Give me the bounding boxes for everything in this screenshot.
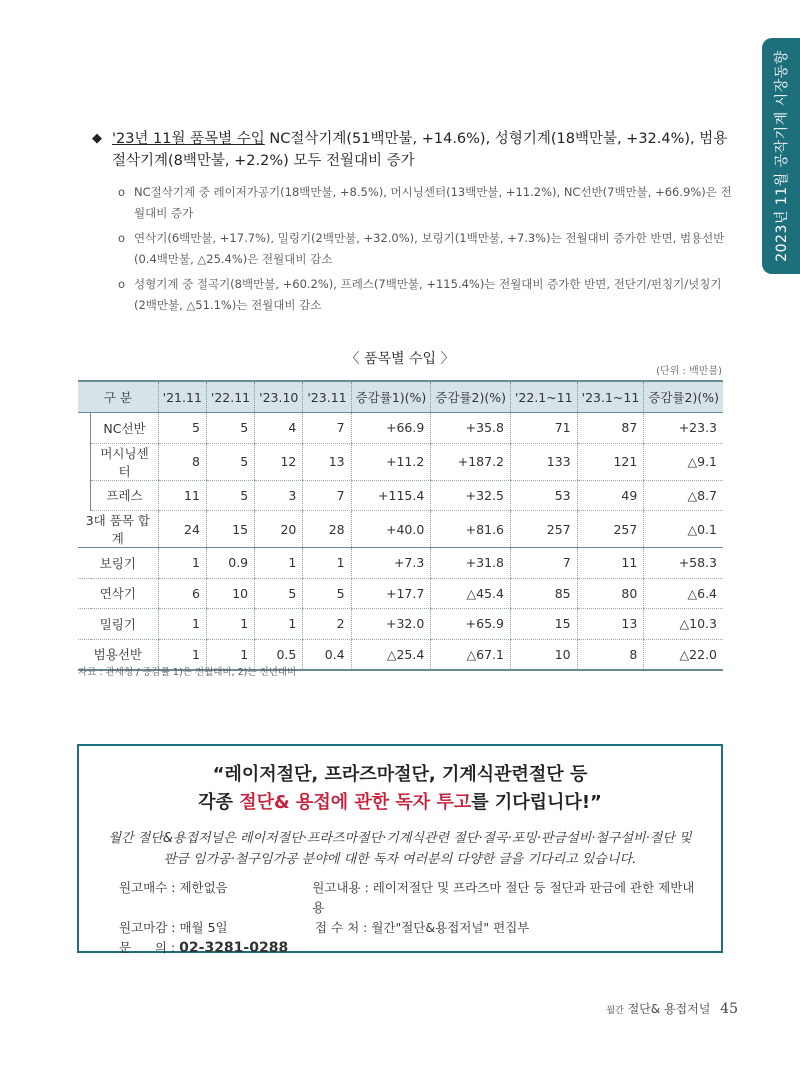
main-bullet (92, 128, 732, 172)
summary-bullets (92, 128, 732, 320)
table-cell: 0.5 (255, 639, 303, 670)
info-row (119, 878, 701, 918)
table-cell: 4 (255, 413, 303, 444)
table-body (78, 413, 723, 671)
table-cell: △45.4 (431, 578, 511, 609)
row-label: 프레스 (91, 480, 158, 511)
import-table (78, 380, 723, 671)
table-row (78, 578, 723, 609)
table-cell: △9.1 (644, 443, 723, 480)
table-cell: 20 (255, 511, 303, 548)
table-cell: 12 (255, 443, 303, 480)
circle-bullet-icon: ο (118, 185, 126, 199)
sub-bullet-text: NC절삭기계 중 레이저가공기(18백만불, +8.5%), 머시닝센터(13백만불, +11.2%), NC선반(7백만불, +66.9%)은 전월대비 증가 (134, 185, 732, 220)
table-cell: 11 (577, 548, 644, 579)
table-cell: 80 (577, 578, 644, 609)
notice-box (77, 744, 723, 956)
table-cell: +65.9 (431, 609, 511, 640)
main-bullet-underlined: '23년 11월 품목별 수입 (112, 131, 265, 147)
table-row (78, 480, 723, 511)
sub-bullet-list (118, 182, 732, 316)
contact-label: 문 의 : (119, 940, 180, 955)
table-cell: 1 (255, 609, 303, 640)
table-cell: +17.7 (351, 578, 431, 609)
info-item: 접 수 처 : 월간"절단&용접저널" 편집부 (315, 920, 530, 935)
table-row (78, 609, 723, 640)
table-cell: 5 (255, 578, 303, 609)
header-col: 증감률2)(%) (644, 381, 723, 413)
table-cell: +23.3 (644, 413, 723, 444)
table-cell: 5 (206, 443, 254, 480)
table-cell: +11.2 (351, 443, 431, 480)
notice-desc-line: 판금 임가공·철구임가공 분야에 대한 독자 여러분의 다양한 글을 기다리고 있습니다. (163, 852, 637, 867)
table-cell: 6 (158, 578, 206, 609)
info-item: 원고내용 : 레이저절단 및 프라즈마 절단 등 절단과 판금에 관한 제반내용 (312, 880, 695, 915)
table-cell: 5 (158, 413, 206, 444)
header-category: 구 분 (78, 381, 158, 413)
header-col: '23.11 (303, 381, 351, 413)
sub-bullet-text: 성형기계 중 절곡기(8백만불, +60.2%), 프레스(7백만불, +115.4%)는 전월대비 증가한 반면, 전단기/펀칭기/넛칭기(2백만불, △51.1%)는 전월대비 감소 (134, 277, 722, 312)
table-cell: 257 (577, 511, 644, 548)
diamond-bullet-icon: ◆ (92, 131, 102, 146)
table-row (78, 548, 723, 579)
table-cell: △25.4 (351, 639, 431, 670)
table-cell: △22.0 (644, 639, 723, 670)
table-cell: 121 (577, 443, 644, 480)
table-cell: 49 (577, 480, 644, 511)
table-row (78, 443, 723, 480)
table-cell: 1 (158, 548, 206, 579)
table-cell: △6.4 (644, 578, 723, 609)
table-cell: +115.4 (351, 480, 431, 511)
header-col: '22.1~11 (510, 381, 577, 413)
notice-title-highlight: 절단& 용접에 관한 독자 투고 (239, 792, 472, 813)
section-side-tab (762, 38, 800, 274)
row-label: 연삭기 (78, 578, 158, 609)
sub-bullet (118, 274, 732, 316)
table-cell: 1 (255, 548, 303, 579)
table-cell: △8.7 (644, 480, 723, 511)
header-col: 증감률1)(%) (351, 381, 431, 413)
row-indent (78, 443, 91, 480)
table-row (78, 511, 723, 548)
table-cell: △10.3 (644, 609, 723, 640)
info-row (119, 918, 701, 938)
table-cell: 71 (510, 413, 577, 444)
contact-phone: 02-3281-0288 (179, 940, 289, 956)
table-cell: 5 (206, 480, 254, 511)
table-cell: +66.9 (351, 413, 431, 444)
table-row (78, 413, 723, 444)
header-col: 증감률2)(%) (431, 381, 511, 413)
row-label: 보링기 (78, 548, 158, 579)
circle-bullet-icon: ο (118, 231, 126, 245)
main-bullet-text (112, 128, 732, 172)
table-header-row (78, 381, 723, 413)
circle-bullet-icon: ο (118, 277, 126, 291)
header-col: '23.1~11 (577, 381, 644, 413)
notice-title-part: 각종 (198, 792, 240, 813)
table-cell: 1 (206, 609, 254, 640)
sub-bullet-text: 연삭기(6백만불, +17.7%), 밀링기(2백만불, +32.0%), 보링기(1백만불, +7.3%)는 전월대비 증가한 반면, 범용선반(0.4백만불, △25.4%)은 전월대비 감소 (134, 231, 725, 266)
table-cell: 257 (510, 511, 577, 548)
table-cell: 1 (158, 609, 206, 640)
table-cell: 7 (303, 480, 351, 511)
table-cell: +31.8 (431, 548, 511, 579)
notice-title-line2 (79, 788, 721, 814)
info-item: 원고마감 : 매월 5일 (119, 920, 228, 935)
table-cell: +32.0 (351, 609, 431, 640)
sub-bullet (118, 182, 732, 224)
table-cell: 8 (577, 639, 644, 670)
table-cell: 53 (510, 480, 577, 511)
table-cell: 0.9 (206, 548, 254, 579)
page-number: 45 (720, 1001, 738, 1017)
info-row (119, 938, 701, 958)
table-cell: 2 (303, 609, 351, 640)
table-cell: +32.5 (431, 480, 511, 511)
main-bullet-rest: NC절삭기계(51백만불, +14.6%), 성형기계(18백만불, +32.4%), 범용절삭기계(8백만불, +2.2%) 모두 전월대비 증가 (112, 131, 728, 169)
row-label: NC선반 (91, 413, 158, 444)
table-cell: +40.0 (351, 511, 431, 548)
table-cell: 8 (158, 443, 206, 480)
table-cell: 5 (303, 578, 351, 609)
table-cell: △67.1 (431, 639, 511, 670)
table-cell: △0.1 (644, 511, 723, 548)
table-title: 〈 품목별 수입 〉 (345, 351, 455, 367)
row-label: 3대 품목 합계 (78, 511, 158, 548)
table-cell: 28 (303, 511, 351, 548)
table-cell: 5 (206, 413, 254, 444)
table-cell: 13 (303, 443, 351, 480)
table-cell: 85 (510, 578, 577, 609)
row-indent (78, 480, 91, 511)
header-col: '23.10 (255, 381, 303, 413)
table-cell: 1 (303, 548, 351, 579)
header-col: '21.11 (158, 381, 206, 413)
table-cell: 3 (255, 480, 303, 511)
page-footer (606, 1000, 738, 1017)
table-cell: +35.8 (431, 413, 511, 444)
notice-description (89, 828, 711, 870)
table-cell: +7.3 (351, 548, 431, 579)
table-cell: 13 (577, 609, 644, 640)
notice-info (119, 878, 701, 958)
row-label: 머시닝센터 (91, 443, 158, 480)
footer-small: 월간 (606, 1006, 624, 1016)
notice-title-line1: “레이저절단, 프라즈마절단, 기계식관련절단 등 (212, 764, 588, 785)
table-cell: 133 (510, 443, 577, 480)
table-unit: (단위 : 백만불) (656, 366, 722, 377)
row-indent (78, 413, 91, 444)
section-side-tab-label: 2023년 11월 공작기계 시장동향 (774, 50, 790, 262)
table-cell: 0.4 (303, 639, 351, 670)
table-cell: 10 (206, 578, 254, 609)
table-cell: 7 (510, 548, 577, 579)
table-cell: 10 (510, 639, 577, 670)
sub-bullet (118, 228, 732, 270)
info-item: 원고매수 : 제한없음 (119, 880, 228, 895)
row-label: 범용선반 (78, 639, 158, 670)
table-cell: 1 (206, 639, 254, 670)
table-cell: 24 (158, 511, 206, 548)
notice-desc-line: 월간 절단&용접저널은 레이저절단·프라즈마절단·기계식관련 절단·절곡·포밍·판금설비·철구설비·절단 및 (108, 831, 692, 846)
table-cell: 15 (510, 609, 577, 640)
table-source: 자료 : 관세청 / 증감률 1)은 전월대비, 2)는 전년대비 (78, 667, 297, 678)
table-cell: 87 (577, 413, 644, 444)
table-cell: 15 (206, 511, 254, 548)
row-label: 밀링기 (78, 609, 158, 640)
table-cell: 11 (158, 480, 206, 511)
table-cell: +187.2 (431, 443, 511, 480)
table-cell: 7 (303, 413, 351, 444)
table-cell: +81.6 (431, 511, 511, 548)
footer-title: 절단& 용접저널 (627, 1002, 711, 1016)
header-col: '22.11 (206, 381, 254, 413)
notice-title-part: 를 기다립니다!” (471, 792, 602, 813)
table-cell: +58.3 (644, 548, 723, 579)
table-cell: 1 (158, 639, 206, 670)
